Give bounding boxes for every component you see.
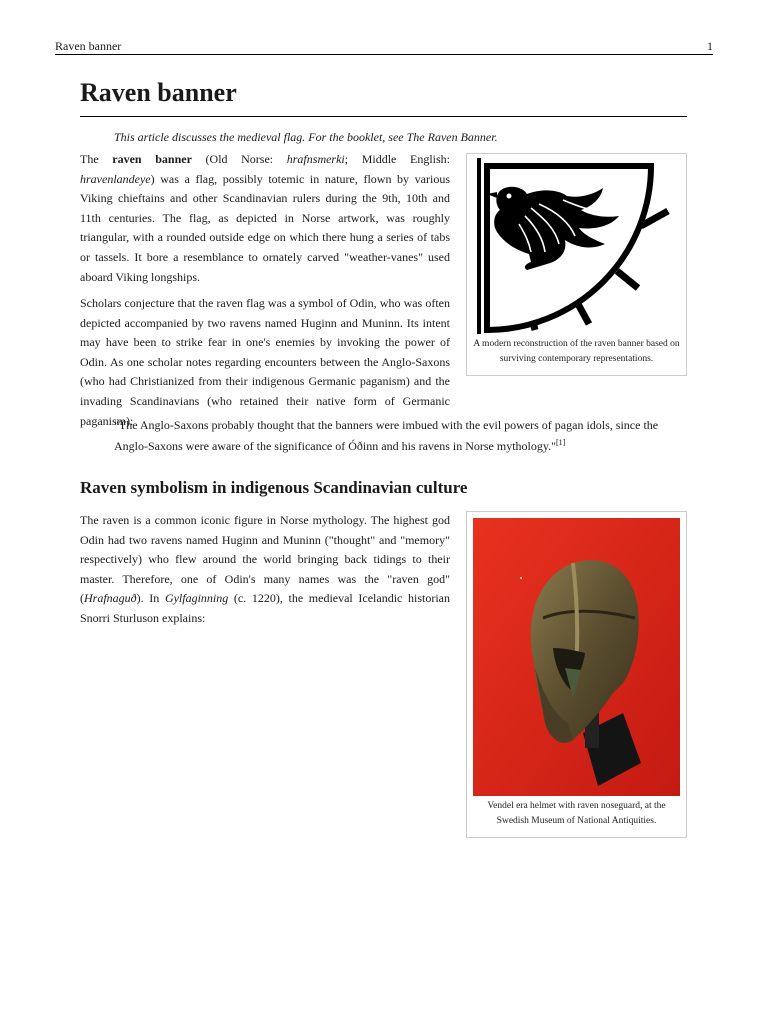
hatnote: This article discusses the medieval flag. For the booklet, see The Raven Banner.	[114, 130, 498, 144]
raven-banner-image	[467, 154, 688, 334]
citation-ref: [1]	[556, 438, 566, 447]
section-heading: Raven symbolism in indigenous Scandinavian culture	[80, 478, 468, 497]
odin-paragraph: Scholars conjecture that the raven flag was a symbol of Odin, who was often depicted accompanied by two ravens named Huginn and Muninn. Its intent may have been to strike fear in one's enemies by invoking the power of Odin. As one scholar notes regarding encounters between the Anglo-Saxons (who had Christianized from their indigenous Germanic paganism) and the invading Scandinavians (who retained their native form of Germanic paganism):	[80, 296, 450, 428]
header-title: Raven banner	[55, 39, 122, 53]
flag-pole	[477, 158, 481, 334]
running-header	[55, 37, 713, 55]
helmet-caption: Vendel era helmet with raven noseguard, at the Swedish Museum of National Antiquities.	[487, 801, 666, 826]
raven-banner-caption: A modern reconstruction of the raven banner based on surviving contemporary representations.	[473, 339, 680, 364]
header-page-number: 1	[707, 39, 713, 53]
raven-symbolism-paragraph: The raven is a common iconic figure in Norse mythology. The highest god Odin had two ravens named Huginn and Muninn ("thought" and "memory" respectively) who flew around the world bringing back tidings to their master. Therefore, one of Odin's many names was the "raven god" (Hrafnaguð). In Gylfaginning (c. 1220), the medieval Icelandic historian Snorri Sturluson explains:	[80, 513, 450, 625]
article-title: Raven banner	[80, 78, 687, 117]
helmet-image	[473, 518, 680, 796]
raven-banner-figure	[466, 153, 687, 376]
light-reflection	[520, 577, 522, 579]
intro-paragraph: The raven banner (Old Norse: hrafnsmerki; Middle English: hravenlandeye) was a flag, possibly totemic in nature, flown by various Viking chieftains and other Scandinavian rulers during the 9th, 10th and 11th centuries. The flag, as depicted in Norse artwork, was roughly triangular, with a rounded outside edge on which there hung a series of tabs or tassels. It bore a resemblance to ornately carved "weather-vanes" used aboard Viking longships.	[80, 152, 451, 284]
block-quote: "The Anglo-Saxons probably thought that the banners were imbued with the evil powers of pagan idols, since the Anglo-Saxons were aware of the significance of Óðinn and his ravens in Norse mythology."[1]	[114, 418, 659, 453]
helmet-figure	[466, 511, 687, 838]
